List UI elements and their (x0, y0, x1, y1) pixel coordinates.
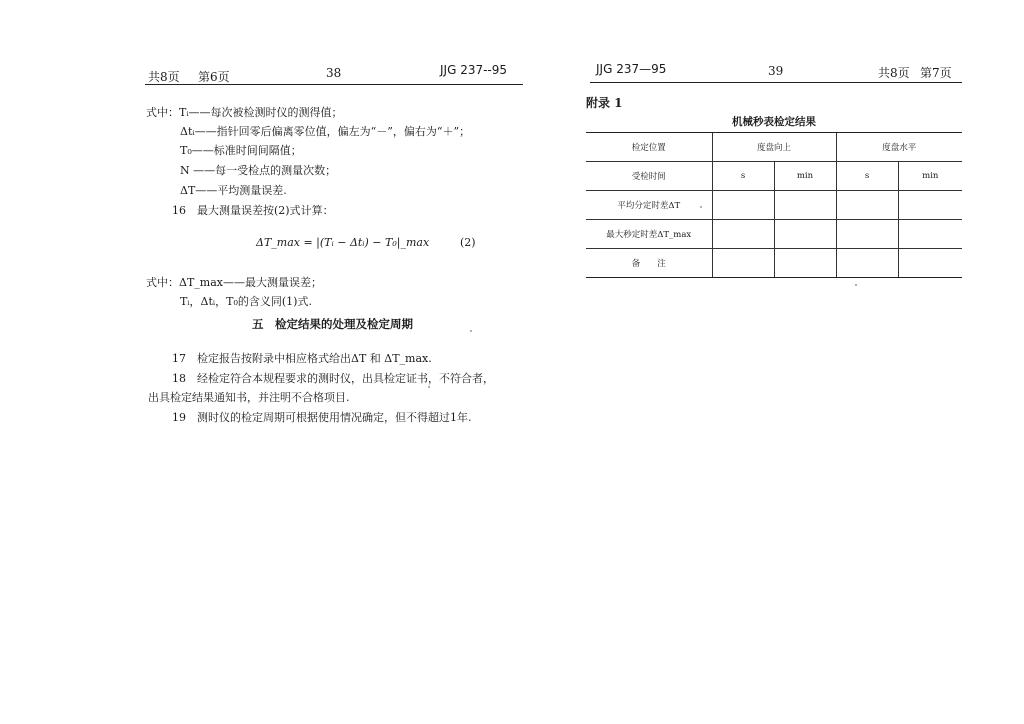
clause-17: 17 检定报告按附录中相应格式给出ΔT 和 ΔT_max. (172, 352, 432, 365)
table-cell (898, 249, 962, 278)
table-cell (712, 249, 774, 278)
clause-19: 19 测时仪的检定周期可根据使用情况确定，但不得超过1年. (172, 411, 472, 424)
table-row (586, 191, 962, 220)
scan-speck (855, 284, 857, 286)
table-cell (898, 220, 962, 249)
table-cell: 受检时间 (586, 162, 712, 191)
scan-speck (470, 330, 472, 332)
clause-16: 16 最大测量误差按(2)式计算： (172, 204, 334, 217)
table-cell: 备 注 (586, 249, 712, 278)
header-rule (145, 84, 523, 85)
table-cell: s (712, 162, 774, 191)
clause-18: 18 经检定符合本规程要求的测时仪，出具检定证书，不符合者， (172, 372, 494, 385)
table-cell: min (774, 162, 836, 191)
definition-line: 式中：Tᵢ——每次被检测时仪的测得值； (146, 106, 343, 119)
section-title: 五 检定结果的处理及检定周期 (252, 317, 413, 331)
scan-speck (700, 206, 702, 208)
header-rule (590, 82, 962, 83)
table-cell: 度盘向上 (712, 133, 836, 162)
appendix-label: 附录 1 (586, 96, 623, 110)
table-cell (898, 191, 962, 220)
standard-code: JJG 237--95 (440, 63, 508, 77)
header-page: 第6页 (198, 70, 230, 84)
table-cell (774, 191, 836, 220)
standard-code: JJG 237—95 (596, 62, 667, 76)
table-cell: s (836, 162, 898, 191)
results-table (586, 132, 962, 278)
scan-speck (428, 386, 430, 388)
table-row (586, 220, 962, 249)
header-page: 第7页 (920, 66, 952, 80)
definition-line: T₀——标准时间间隔值； (180, 144, 302, 157)
table-row (586, 133, 962, 162)
clause-18-continued: 出具检定结果通知书，并注明不合格项目. (148, 391, 350, 404)
definition-line: N ——每一受检点的测量次数； (180, 164, 337, 177)
table-title: 机械秒表检定结果 (732, 116, 816, 128)
table-cell (836, 191, 898, 220)
table-cell (712, 220, 774, 249)
equation: ΔT_max = |(Tᵢ − Δtᵢ) − T₀|_max (256, 236, 430, 249)
definition-line: Δtᵢ——指针回零后偏离零位值，偏左为“－”，偏右为“＋”； (180, 125, 471, 138)
table-cell: min (898, 162, 962, 191)
where-line: Tᵢ，Δtᵢ，T₀的含义同(1)式. (180, 295, 312, 308)
page-number: 38 (326, 66, 342, 80)
table-cell: 度盘水平 (836, 133, 962, 162)
table-cell: 检定位置 (586, 133, 712, 162)
page-number: 39 (768, 64, 784, 78)
table-cell (712, 191, 774, 220)
table-cell: 平均分定时差ΔT (586, 191, 712, 220)
definition-line: ΔT——平均测量误差. (180, 184, 287, 197)
right-page (560, 0, 1024, 724)
where-line: 式中：ΔT_max——最大测量误差； (146, 276, 322, 289)
table-cell (774, 220, 836, 249)
table-cell (836, 249, 898, 278)
equation-number: (2) (460, 236, 476, 249)
header-total-pages: 共8页 (148, 70, 180, 84)
table-cell (774, 249, 836, 278)
table-row (586, 162, 962, 191)
table-row (586, 249, 962, 278)
table-cell (836, 220, 898, 249)
header-total-pages: 共8页 (878, 66, 910, 80)
table-cell: 最大秒定时差ΔT_max (586, 220, 712, 249)
